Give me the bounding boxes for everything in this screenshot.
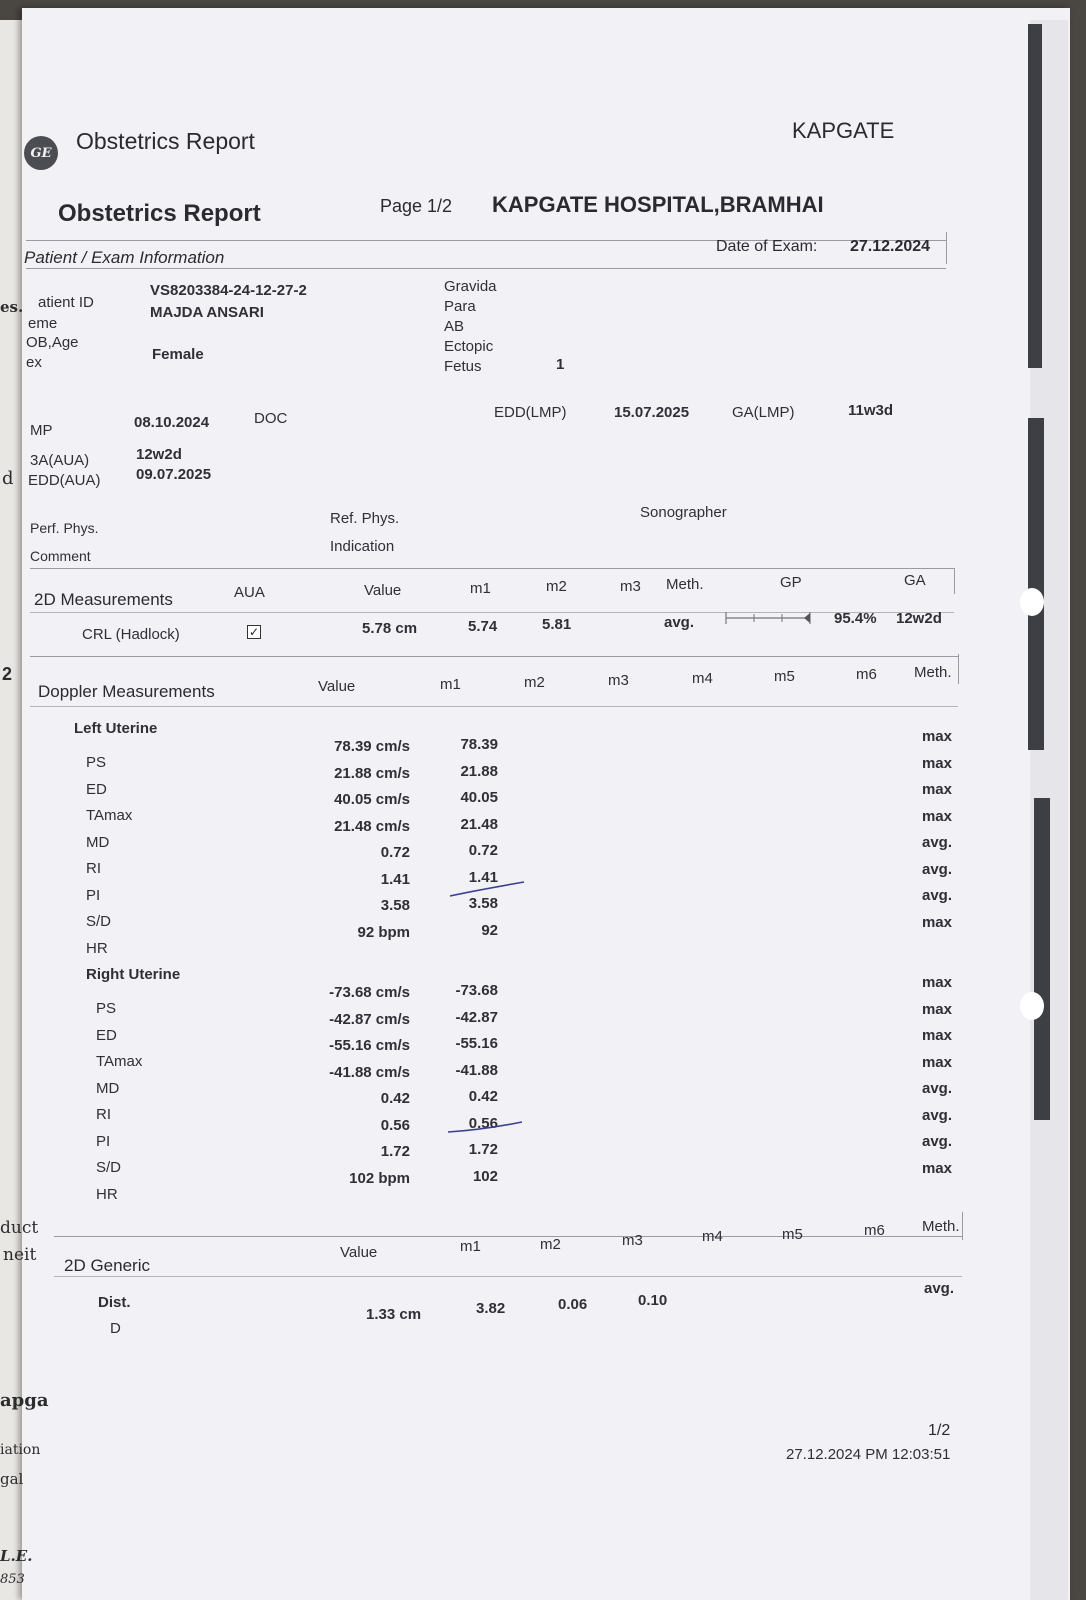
patient-section-title: Patient / Exam Information	[24, 248, 225, 267]
generic-col-m3: m3	[622, 1232, 643, 1249]
right-uterine-value: -55.16 cm/s	[329, 1037, 410, 1054]
exam-date-value: 27.12.2024	[850, 238, 931, 255]
right-uterine-meth: max	[921, 974, 952, 991]
edd-aua-prefix: d	[2, 468, 14, 489]
ga-aua-label: 3A(AUA)	[30, 452, 90, 469]
left-uterine-meth: avg.	[921, 834, 952, 851]
left-uterine-m1: 92	[481, 921, 498, 939]
divider	[30, 706, 958, 707]
crl-value: 5.78 cm	[362, 620, 418, 637]
right-uterine-meth: avg.	[921, 1106, 952, 1124]
comment-label: Comment	[30, 548, 91, 564]
right-uterine-value: 0.42	[380, 1090, 410, 1107]
divider	[54, 1236, 962, 1237]
left-uterine-meth: max	[921, 781, 952, 798]
left-uterine-meth: max	[921, 807, 952, 825]
left-uterine-meth: avg.	[921, 860, 952, 878]
generic-row-title: Dist.	[98, 1294, 131, 1311]
gravida-label: Gravida	[444, 278, 497, 295]
lmp-label: MP	[30, 422, 53, 439]
generic-2d-title: 2D Generic	[64, 1256, 150, 1275]
right-uterine-value: -41.88 cm/s	[329, 1063, 410, 1081]
left-uterine-m1: 3.58	[468, 895, 498, 912]
right-uterine-name: PS	[96, 1000, 117, 1017]
generic-col-m2: m2	[540, 1236, 561, 1253]
right-uterine-name: TAmax	[96, 1053, 143, 1070]
left-uterine-m1: 0.72	[468, 842, 498, 859]
printout-bar-3	[1034, 798, 1050, 1120]
col-header-m3: m3	[620, 578, 641, 595]
crl-meth: avg.	[664, 614, 695, 631]
doppler-col-m4: m4	[692, 670, 713, 687]
generic-m1: 3.82	[476, 1300, 506, 1317]
right-uterine-m1: -41.88	[455, 1061, 498, 1079]
generic-col-m1: m1	[460, 1238, 481, 1255]
col-header-value: Value	[364, 582, 402, 599]
edd-aua-value: 09.07.2025	[136, 466, 212, 483]
col-header-ga: GA	[904, 572, 926, 589]
left-uterine-value: 92 bpm	[357, 923, 410, 941]
doppler-col-meth: Meth.	[914, 664, 952, 681]
pen-underline-right-pi	[446, 1118, 526, 1136]
right-uterine-title: Right Uterine	[86, 966, 181, 983]
ga-lmp-label: GA(LMP)	[732, 404, 795, 421]
divider	[54, 1276, 962, 1277]
footer-page-fraction: 1/2	[928, 1422, 951, 1439]
right-uterine-name: RI	[96, 1106, 111, 1123]
para-label: Para	[444, 298, 476, 315]
left-uterine-name: RI	[86, 860, 101, 877]
left-uterine-m1: 21.48	[460, 815, 498, 833]
right-uterine-name: S/D	[96, 1159, 122, 1176]
doppler-col-m1: m1	[440, 676, 461, 693]
divider	[946, 232, 947, 264]
sex-value: Female	[152, 346, 204, 363]
ref-phys-label: Ref. Phys.	[330, 510, 400, 527]
margin-fragment: duct	[0, 1218, 39, 1238]
left-uterine-m1: 21.88	[460, 762, 498, 780]
ectopic-label: Ectopic	[444, 338, 494, 355]
divider	[958, 654, 959, 684]
crl-aua-checkbox[interactable]: ✓	[248, 625, 260, 639]
right-uterine-value: 102 bpm	[349, 1169, 410, 1187]
left-uterine-m1: 78.39	[460, 736, 498, 753]
right-uterine-meth: avg.	[921, 1080, 952, 1097]
generic-col-meth: Meth.	[922, 1218, 960, 1235]
punch-hole-bottom	[1020, 992, 1044, 1020]
right-uterine-name: MD	[96, 1079, 120, 1097]
crl-ga: 12w2d	[896, 610, 942, 627]
right-uterine-meth: avg.	[921, 1133, 952, 1150]
margin-fragment: L.E.	[0, 1547, 33, 1565]
left-uterine-meth: max	[921, 754, 952, 772]
lmp-source: DOC	[254, 410, 288, 427]
generic-meth: avg.	[924, 1280, 955, 1297]
right-uterine-meth: max	[921, 1159, 952, 1177]
left-uterine-title: Left Uterine	[74, 720, 158, 737]
generic-col-m5: m5	[782, 1226, 803, 1243]
printout-bar-2	[1028, 418, 1044, 750]
right-uterine-name: PI	[96, 1132, 111, 1150]
left-uterine-name: PI	[86, 886, 101, 904]
right-uterine-value: 1.72	[380, 1143, 410, 1160]
doppler-col-m3: m3	[608, 672, 629, 689]
right-uterine-m1: 0.56	[468, 1114, 498, 1132]
left-uterine-name: ED	[86, 780, 107, 798]
ga-lmp-value: 11w3d	[848, 402, 894, 419]
footer-timestamp: 27.12.2024 PM 12:03:51	[786, 1446, 951, 1463]
report-title: Obstetrics Report	[76, 128, 255, 154]
right-uterine-name: HR	[96, 1185, 118, 1203]
doppler-title: Doppler Measurements	[38, 682, 215, 701]
patient-id-label: atient ID	[38, 294, 94, 311]
generic-col-m6: m6	[864, 1222, 885, 1239]
dob-age-label: OB,Age	[26, 334, 79, 351]
left-uterine-value: 21.88 cm/s	[334, 764, 410, 782]
margin-fragment: neit	[3, 1245, 37, 1265]
crl-label: CRL (Hadlock)	[82, 626, 180, 643]
right-uterine-m1: 102	[472, 1167, 498, 1185]
col-header-m1: m1	[470, 580, 491, 597]
sub-title: Obstetrics Report	[58, 200, 261, 227]
left-uterine-meth: avg.	[921, 887, 952, 904]
ga-aua-value: 12w2d	[136, 446, 182, 463]
perf-phys-label: Perf. Phys.	[30, 520, 99, 536]
hospital-short-name: KAPGATE	[792, 118, 895, 143]
col-header-meth: Meth.	[666, 576, 704, 593]
left-uterine-value: 0.72	[380, 844, 410, 861]
lmp-value: 08.10.2024	[134, 414, 210, 431]
left-uterine-meth: max	[921, 728, 952, 745]
left-uterine-m1: 1.41	[468, 868, 498, 886]
left-uterine-m1: 40.05	[460, 789, 498, 806]
generic-value: 1.33 cm	[366, 1306, 422, 1323]
patient-name-label: eme	[28, 315, 58, 332]
patient-id-value: VS8203384-24-12-27-2	[150, 282, 307, 299]
page-indicator: Page 1/2	[380, 196, 453, 216]
generic-row-name: D	[110, 1320, 121, 1337]
left-uterine-name: TAmax	[86, 807, 133, 824]
fetus-label: Fetus	[444, 358, 482, 375]
margin-fragment: gal	[0, 1470, 24, 1488]
right-uterine-m1: -73.68	[455, 982, 498, 999]
divider	[30, 656, 958, 657]
ab-label: AB	[444, 318, 465, 335]
margin-fragment: iation	[0, 1442, 41, 1458]
divider	[962, 1212, 963, 1240]
edd-lmp-value: 15.07.2025	[614, 404, 690, 421]
left-uterine-name: S/D	[86, 913, 112, 930]
left-uterine-value: 1.41	[380, 870, 410, 888]
punch-hole-top	[1020, 588, 1044, 616]
left-uterine-meth: max	[921, 913, 952, 931]
right-uterine-meth: max	[921, 1053, 952, 1071]
generic-col-m4: m4	[702, 1228, 723, 1245]
doppler-col-m6: m6	[856, 666, 877, 683]
divider	[30, 568, 954, 569]
edd-lmp-label: EDD(LMP)	[494, 404, 567, 421]
right-uterine-m1: 1.72	[468, 1141, 498, 1158]
margin-fragment: es.	[0, 298, 24, 316]
margin-fragment: 853	[0, 1572, 25, 1587]
sonographer-label: Sonographer	[640, 504, 727, 521]
left-uterine-name: PS	[86, 754, 107, 771]
col-header-aua: AUA	[234, 584, 265, 601]
generic-m2: 0.06	[558, 1296, 588, 1313]
right-uterine-meth: max	[921, 1027, 952, 1044]
fetus-value: 1	[556, 356, 565, 373]
doppler-col-m5: m5	[774, 668, 795, 685]
patient-name-value: MAJDA ANSARI	[150, 304, 264, 321]
left-uterine-value: 40.05 cm/s	[334, 791, 410, 808]
right-uterine-value: 0.56	[380, 1116, 410, 1134]
margin-fragment: apga	[0, 1390, 49, 1411]
generic-col-value: Value	[340, 1244, 378, 1261]
edd-aua-label: EDD(AUA)	[28, 472, 101, 489]
indication-label: Indication	[330, 538, 395, 555]
right-uterine-meth: max	[921, 1000, 952, 1018]
col-header-m2: m2	[546, 578, 567, 595]
generic-m3: 0.10	[638, 1292, 668, 1309]
exam-date-label: Date of Exam:	[716, 238, 818, 255]
left-uterine-value: 21.48 cm/s	[334, 817, 410, 835]
crl-m1: 5.74	[468, 618, 498, 635]
left-uterine-value: 3.58	[380, 897, 410, 914]
divider	[30, 612, 954, 613]
doppler-col-value: Value	[318, 678, 356, 695]
right-uterine-m1: 0.42	[468, 1088, 498, 1105]
col-header-gp: GP	[780, 574, 802, 591]
crl-m2: 5.81	[542, 616, 572, 633]
right-uterine-value: -73.68 cm/s	[329, 984, 410, 1001]
doppler-col-m2: m2	[524, 674, 545, 691]
right-uterine-m1: -55.16	[455, 1035, 498, 1052]
crl-gp-percent: 95.4%	[834, 610, 877, 627]
right-uterine-name: ED	[96, 1026, 117, 1044]
gp-percentile-bar	[724, 608, 814, 628]
margin-fragment: 2	[2, 664, 13, 684]
left-uterine-name: MD	[86, 833, 110, 851]
right-uterine-value: -42.87 cm/s	[329, 1010, 410, 1028]
left-uterine-value: 78.39 cm/s	[334, 738, 410, 755]
right-uterine-m1: -42.87	[455, 1008, 498, 1026]
printout-bar-1	[1028, 24, 1042, 368]
hospital-full-name: KAPGATE HOSPITAL,BRAMHAI	[492, 192, 824, 217]
pen-underline-left-pi	[448, 876, 528, 900]
divider	[26, 268, 946, 269]
sex-label: ex	[26, 354, 42, 371]
measurements-2d-title: 2D Measurements	[34, 590, 173, 609]
left-uterine-name: HR	[86, 939, 108, 957]
ge-logo-icon: GE	[24, 136, 58, 170]
divider	[954, 568, 955, 594]
